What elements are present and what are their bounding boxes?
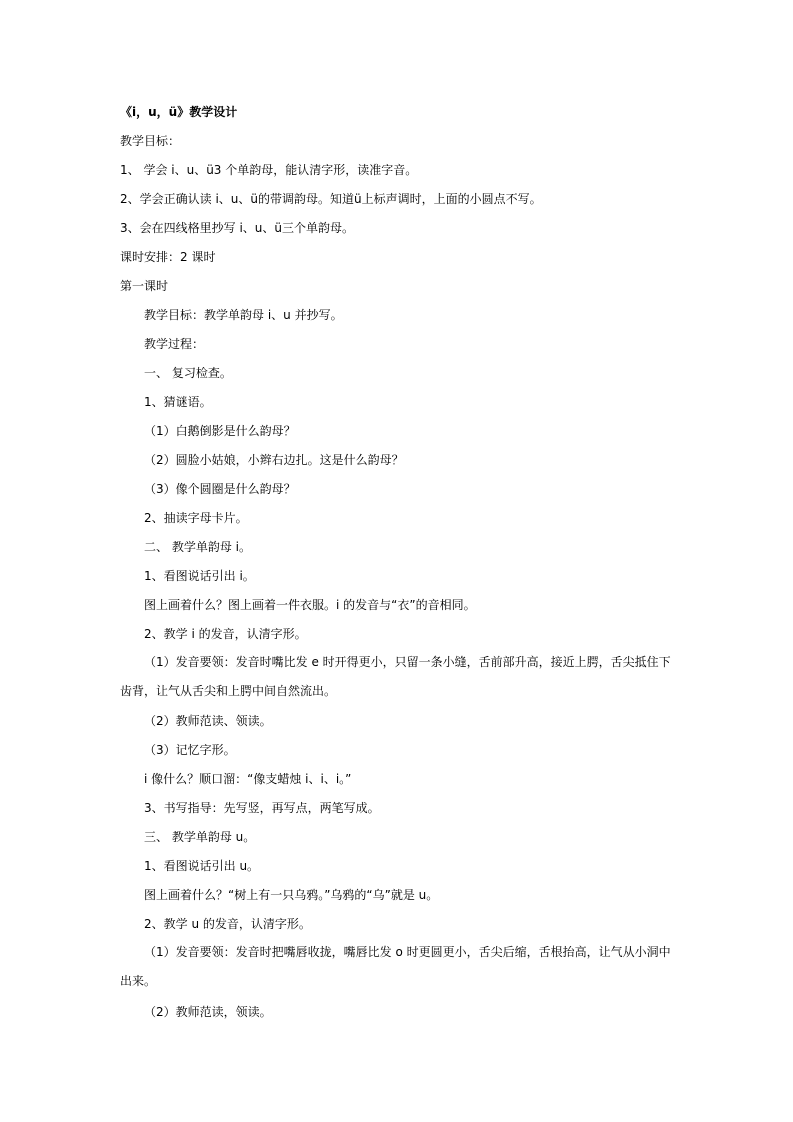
paragraph-first-lesson: 第一课时 xyxy=(120,279,169,293)
paragraph-i-picture-text: 图上画着什么？图上画着一件衣服。i 的发音与“衣”的音相同。 xyxy=(144,598,476,612)
paragraph-u-teaching: 2、教学 u 的发音，认清字形。 xyxy=(144,917,311,931)
paragraph-u-picture-text: 图上画着什么？“树上有一只乌鸦。”乌鸦的“乌”就是 u。 xyxy=(144,888,439,902)
paragraph-riddle-2: （2）圆脸小姑娘，小辫右边扎。这是什么韵母？ xyxy=(144,453,404,467)
paragraph-i-shape: （3）记忆字形。 xyxy=(144,743,236,757)
paragraph-i-pronunciation: （1）发音要领：发音时嘴比发 e 时开得更小，只留一条小缝，舌前部升高，接近上腭，舌尖抵住下齿背，让气从舌尖和上腭中间自然流出。 xyxy=(120,655,671,698)
paragraph-riddle-3: （3）像个圆圈是什么韵母？ xyxy=(144,482,296,496)
paragraph-lesson-objective: 教学目标：教学单韵母 i、u 并抄写。 xyxy=(144,308,343,322)
paragraph-cards: 2、抽读字母卡片。 xyxy=(144,511,248,525)
paragraph-objectives-heading: 教学目标： xyxy=(120,134,181,148)
paragraph-riddle-1: （1）白鹅倒影是什么韵母？ xyxy=(144,424,296,438)
paragraph-i-picture: 1、看图说话引出 i。 xyxy=(144,569,255,583)
paragraph-process-heading: 教学过程： xyxy=(144,337,205,351)
paragraph-u-pronunciation: （1）发音要领：发音时把嘴唇收拢，嘴唇比发 o 时更圆更小，舌尖后缩，舌根抬高，让气从小洞中出来。 xyxy=(120,945,671,988)
paragraph-objective-2: 2、学会正确认读 i、u、ü的带调韵母。知道ü上标声调时，上面的小圆点不写。 xyxy=(120,192,542,206)
paragraph-i-teaching: 2、教学 i 的发音，认清字形。 xyxy=(144,627,307,641)
paragraph-i-model-reading: （2）教师范读、领读。 xyxy=(144,714,272,728)
paragraph-u-model-reading: （2）教师范读，领读。 xyxy=(144,1005,272,1019)
paragraph-section-2: 二、 教学单韵母 i。 xyxy=(144,540,251,554)
paragraph-u-picture: 1、看图说话引出 u。 xyxy=(144,859,260,873)
paragraph-riddle: 1、猜谜语。 xyxy=(144,395,212,409)
paragraph-section-1: 一、 复习检查。 xyxy=(144,366,232,380)
paragraph-objective-3: 3、会在四线格里抄写 i、u、ü三个单韵母。 xyxy=(120,221,354,235)
paragraph-objective-1: 1、 学会 i、u、ü3 个单韵母，能认清字形，读准字音。 xyxy=(120,163,418,177)
paragraph-i-writing: 3、书写指导：先写竖，再写点，两笔写成。 xyxy=(144,801,380,815)
paragraph-section-3: 三、 教学单韵母 u。 xyxy=(144,830,256,844)
paragraph-i-rhyme: i 像什么？顺口溜：“像支蜡烛 i、i、i。” xyxy=(144,772,352,786)
document-title: 《i，u，ü》教学设计 xyxy=(120,105,238,119)
paragraph-schedule: 课时安排：2 课时 xyxy=(120,250,216,264)
